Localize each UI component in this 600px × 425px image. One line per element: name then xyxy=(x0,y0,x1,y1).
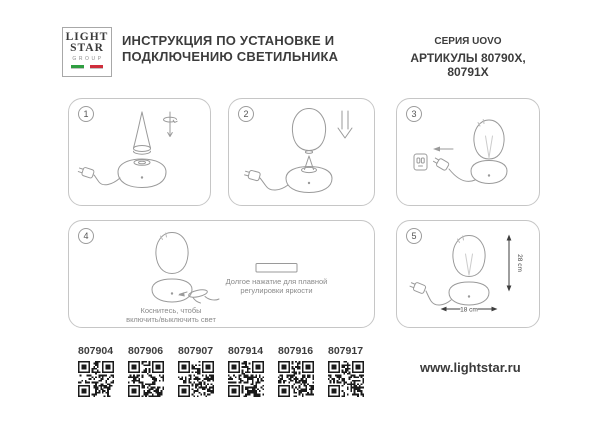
step-3-panel xyxy=(396,98,540,206)
touch-button-dot xyxy=(488,174,490,176)
qr-code xyxy=(178,361,214,397)
articles-row xyxy=(78,345,378,397)
touch-caption xyxy=(109,306,233,324)
brightness-slider-bar xyxy=(256,264,297,273)
article-item xyxy=(78,345,128,397)
lamp-base xyxy=(286,167,332,193)
bulb-cone-left xyxy=(134,112,143,148)
series-name: СЕРИЯ UOVO xyxy=(434,36,502,47)
logo-word-star: STAR xyxy=(70,42,104,54)
step-2-illustration-shade-install xyxy=(229,99,374,205)
step-2-number: 2 xyxy=(238,106,254,122)
shade-collar xyxy=(305,151,312,154)
power-cord xyxy=(94,175,120,185)
brightness-caption-line1: Долгое нажатие для плавной xyxy=(225,277,328,286)
website-url: www.lightstar.ru xyxy=(420,360,521,375)
article-code: 807917 xyxy=(328,345,364,357)
page-title-line1: ИНСТРУКЦИЯ ПО УСТАНОВКЕ И xyxy=(122,33,335,48)
base-socket-ring xyxy=(134,160,150,166)
lamp-base xyxy=(118,159,166,188)
article-item xyxy=(178,345,228,397)
logo-flags xyxy=(63,65,111,69)
lamp-base xyxy=(152,279,192,302)
base-socket-ring xyxy=(302,167,317,172)
step-4-panel xyxy=(68,220,375,328)
light-sparkle xyxy=(161,233,167,240)
article-code: 807904 xyxy=(78,345,114,357)
qr-code xyxy=(328,361,364,397)
step-1-illustration-bulb-install xyxy=(69,99,210,205)
egg-shade xyxy=(156,233,188,274)
series-articles-line1: АРТИКУЛЫ 80790X, xyxy=(410,51,526,65)
step-3-number: 3 xyxy=(406,106,422,122)
series-articles-line2: 80791X xyxy=(447,65,489,79)
lamp-base xyxy=(449,282,489,305)
power-plug-icon xyxy=(409,281,426,295)
rotate-icon xyxy=(164,112,178,137)
step-3-illustration-plug-in xyxy=(397,99,539,205)
touch-button-dot xyxy=(468,295,470,297)
italian-flag-red xyxy=(90,65,103,69)
inner-bulb-cone xyxy=(486,136,493,158)
touch-caption-line2: включить/выключить свет xyxy=(126,315,216,324)
article-item xyxy=(278,345,328,397)
power-plug-icon xyxy=(432,156,449,171)
touch-button-dot xyxy=(141,176,143,178)
height-dimension-label: 28 cm xyxy=(516,254,523,272)
power-plug-icon xyxy=(78,166,95,179)
step-5-number: 5 xyxy=(406,228,422,244)
qr-code xyxy=(228,361,264,397)
touch-caption-line1: Коснитесь, чтобы xyxy=(140,306,202,315)
italian-flag-green xyxy=(71,65,84,69)
pointing-hand-icon xyxy=(178,288,219,303)
base-socket-hole xyxy=(139,161,146,164)
step-1-number: 1 xyxy=(78,106,94,122)
series-articles xyxy=(392,51,544,79)
page-title-line2: ПОДКЛЮЧЕНИЮ СВЕТИЛЬНИКА xyxy=(122,49,339,64)
power-cord xyxy=(260,178,288,190)
article-code: 807914 xyxy=(228,345,264,357)
qr-code xyxy=(78,361,114,397)
lightstar-logo xyxy=(62,27,112,77)
bulb-cone-right xyxy=(142,112,151,148)
egg-shade xyxy=(453,236,485,277)
qr-code xyxy=(278,361,314,397)
touch-button-dot xyxy=(308,182,310,184)
width-dimension-label: 18 cm xyxy=(460,306,478,314)
brightness-caption-line2: регулировки яркости xyxy=(240,286,313,295)
article-code: 807906 xyxy=(128,345,164,357)
brightness-caption xyxy=(214,277,339,295)
logo-word-light: LIGHT xyxy=(65,31,109,43)
egg-shade xyxy=(474,120,504,159)
power-plug-icon xyxy=(244,169,261,181)
arrow-left-icon xyxy=(433,147,453,152)
arrow-down-icon xyxy=(338,111,352,138)
series-block xyxy=(392,36,544,79)
egg-shade xyxy=(292,109,325,151)
article-item xyxy=(328,345,378,397)
step-4-number: 4 xyxy=(78,228,94,244)
article-item xyxy=(228,345,278,397)
logo-word-group: GROUP xyxy=(72,56,104,62)
touch-button-dot xyxy=(171,292,173,294)
lamp-base xyxy=(471,161,507,184)
wall-socket-icon xyxy=(414,154,427,170)
article-item xyxy=(128,345,178,397)
step-2-panel xyxy=(228,98,375,206)
step-1-panel xyxy=(68,98,211,206)
step-5-panel xyxy=(396,220,540,328)
article-code: 807916 xyxy=(278,345,314,357)
page-title xyxy=(122,33,338,65)
inner-bulb-cone xyxy=(466,254,473,275)
bulb-collar xyxy=(134,146,151,152)
power-cord xyxy=(426,291,451,305)
light-sparkle xyxy=(458,236,464,243)
step-5-illustration-dimensions xyxy=(397,221,539,327)
qr-code xyxy=(128,361,164,397)
height-dimension-arrow xyxy=(507,235,512,292)
article-code: 807907 xyxy=(178,345,214,357)
